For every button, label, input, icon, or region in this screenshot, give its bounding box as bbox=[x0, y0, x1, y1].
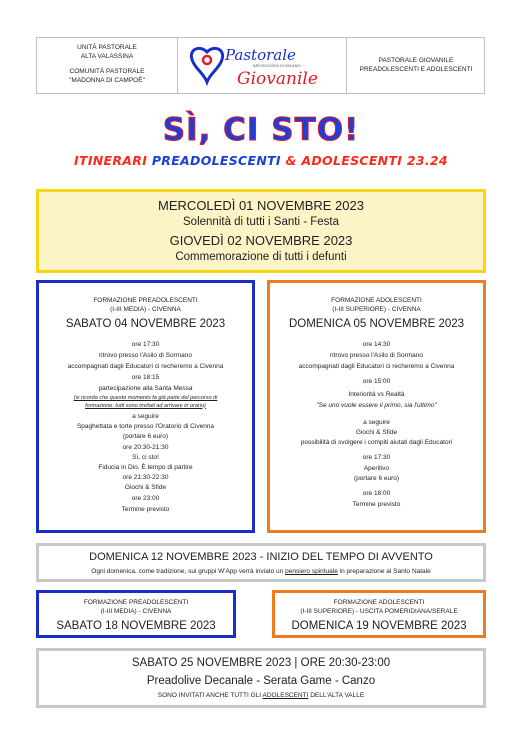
adolescenti-box bbox=[267, 280, 486, 533]
ado-text-6: Giochi & Sfide bbox=[355, 429, 398, 436]
ado-time-4: ore 18:00 bbox=[362, 490, 391, 497]
pre-text-3: partecipazione alla Santa Messa bbox=[98, 385, 193, 392]
pre-text-4: a seguire bbox=[132, 413, 159, 420]
pre-time-4: ore 21:30-22:30 bbox=[122, 474, 169, 481]
page-title: SÌ, CI STO! bbox=[162, 112, 360, 148]
advent-text-c: in preparazione al Santo Natale bbox=[339, 568, 431, 575]
page-subtitle bbox=[0, 153, 522, 168]
ado-label-1: FORMAZIONE ADOLESCENTI bbox=[331, 297, 422, 304]
final-note-c: DELL'ALTA VALLE bbox=[310, 692, 365, 699]
header-left-line3: COMUNITÀ PASTORALE bbox=[69, 68, 145, 75]
header-left-line4: "MADONNA DI CAMPOÈ" bbox=[69, 76, 145, 84]
header-left-cell bbox=[37, 38, 178, 93]
ado-time-3: ore 17:30 bbox=[362, 454, 391, 461]
logo-diocese-text: ARCIDIOCESI DI MILANO bbox=[253, 63, 301, 68]
holiday-desc-2: Commemorazione di tutti i defunti bbox=[175, 251, 347, 263]
pre-time-3: ore 20:30-21:30 bbox=[122, 444, 169, 451]
preadolescenti-box bbox=[36, 280, 255, 533]
subtitle-adolescenti: ADOLESCENTI bbox=[301, 153, 403, 168]
pre-label-1: FORMAZIONE PREADOLESCENTI bbox=[93, 297, 198, 304]
ado-text-10: Termine previsto bbox=[352, 501, 401, 508]
header-left-line1: UNITÀ PASTORALE bbox=[77, 44, 137, 51]
final-note bbox=[39, 691, 483, 700]
adolescenti-box-2 bbox=[272, 590, 486, 638]
final-event-box bbox=[36, 648, 486, 708]
subtitle-preadolescenti: PREADOLESCENTI bbox=[151, 153, 281, 168]
header-right-line1: PASTORALE GIOVANILE bbox=[378, 57, 454, 64]
advent-text-a: Ogni domenica, come tradizione, sui gruppi W'App verrà inviato un bbox=[91, 568, 284, 575]
final-date: SABATO 25 NOVEMBRE 2023 | ORE 20:30-23:00 bbox=[131, 657, 391, 669]
header-right-cell bbox=[346, 38, 486, 93]
heart-pin-icon bbox=[191, 48, 222, 82]
ado-date: DOMENICA 05 NOVEMBRE 2023 bbox=[288, 318, 465, 330]
header-left-line2: ALTA VALASSINA bbox=[80, 52, 134, 60]
header-right-line2: PREADOLESCENTI E ADOLESCENTI bbox=[359, 65, 473, 73]
final-title: Preadolive Decanale - Serata Game - Canzo bbox=[146, 675, 376, 687]
pre-text-2: accompagnati dagli Educatori ci recheremo a Civenna bbox=[67, 363, 224, 370]
pre2-label-2: (I-III MEDIA) - CIVENNA bbox=[100, 608, 172, 615]
ado-text-5: a seguire bbox=[363, 419, 390, 426]
ado2-date: DOMENICA 19 NOVEMBRE 2023 bbox=[291, 620, 467, 632]
pre-time-5: ore 23:00 bbox=[131, 495, 160, 502]
pre-text-1: ritrovo presso l'Asilo di Sormano bbox=[99, 352, 192, 359]
ado2-label-1: FORMAZIONE ADOLESCENTI bbox=[333, 599, 425, 606]
ado-label-2: (I-III SUPERIORE) - CIVENNA bbox=[332, 306, 421, 313]
advent-box bbox=[36, 543, 486, 582]
ado-text-3: Interiorità vs Realtà bbox=[348, 391, 405, 398]
ado-text-8: Aperitivo bbox=[363, 465, 390, 472]
header-logo-cell bbox=[177, 38, 347, 93]
holiday-date-1: MERCOLEDÌ 01 NOVEMBRE 2023 bbox=[158, 198, 364, 213]
pre-date: SABATO 04 NOVEMBRE 2023 bbox=[65, 318, 226, 330]
subtitle-itinerari: ITINERARI bbox=[74, 153, 148, 168]
preadolescenti-box-2 bbox=[36, 590, 236, 638]
ado-text-2: accompagnati dagli Educatori ci recheremo a Civenna bbox=[298, 363, 455, 370]
pre2-date: SABATO 18 NOVEMBRE 2023 bbox=[56, 620, 216, 632]
pre-text-7: Sì, ci sto! bbox=[132, 454, 159, 461]
pre-label-2: (I-III MEDIA) - CIVENNA bbox=[110, 306, 181, 313]
pre-note-2: formazione: tutti sono invitati ad arrivare in orario) bbox=[85, 402, 206, 409]
ado-text-7: possibilità di svolgere i compiti aiutati dagli Educatori bbox=[300, 439, 453, 446]
logo-giovanile-text: Giovanile bbox=[237, 69, 318, 89]
holiday-date-2: GIOVEDÌ 02 NOVEMBRE 2023 bbox=[169, 233, 353, 248]
ado2-label-2: (I-III SUPERIORE) - USCITA POMERIDIANA/SERALE bbox=[300, 608, 458, 615]
final-note-b: ADOLESCENTI bbox=[262, 692, 309, 699]
advent-title: DOMENICA 12 NOVEMBRE 2023 - INIZIO DEL TEMPO DI AVVENTO bbox=[89, 551, 433, 563]
holidays-box bbox=[36, 189, 486, 273]
pre-time-2: ore 18:15 bbox=[131, 374, 160, 381]
ado-text-1: ritrovo presso l'Asilo di Sormano bbox=[330, 352, 423, 359]
ado-time-2: ore 15:00 bbox=[362, 378, 391, 385]
subtitle-ampersand: & bbox=[285, 153, 297, 168]
pre-note-1: (si ricorda che questo momento fa già parte del percorso di bbox=[73, 395, 218, 401]
holiday-desc-1: Solennità di tutti i Santi - Festa bbox=[183, 216, 339, 228]
subtitle-year: 23.24 bbox=[406, 153, 448, 168]
pre-text-10: Termine previsto bbox=[121, 506, 170, 513]
pre-text-8: Fiducia in Dio. È tempo di partire bbox=[98, 464, 193, 471]
pre2-label-1: FORMAZIONE PREADOLESCENTI bbox=[83, 599, 189, 606]
advent-text bbox=[39, 567, 483, 576]
pre-text-6: (portare 6 euro) bbox=[122, 433, 169, 440]
advent-text-b: pensiero spirituale bbox=[285, 568, 338, 575]
pre-text-9: Giochi & Sfide bbox=[124, 484, 167, 491]
ado-time-1: ore 14:30 bbox=[362, 341, 391, 348]
final-note-a: SONO INVITATI ANCHE TUTTI GLI bbox=[157, 692, 262, 699]
pre-text-5: Spaghettata e torte presso l'Oratorio di Civenna bbox=[76, 423, 215, 430]
pre-time-1: ore 17:30 bbox=[131, 341, 160, 348]
ado-text-9: (portare 6 euro) bbox=[353, 475, 400, 482]
header-table bbox=[36, 37, 485, 94]
ado-text-4: "Se uno vuole essere il primo, sia l'ultimo" bbox=[316, 402, 437, 409]
logo-pastorale-text: Pastorale bbox=[225, 46, 296, 64]
